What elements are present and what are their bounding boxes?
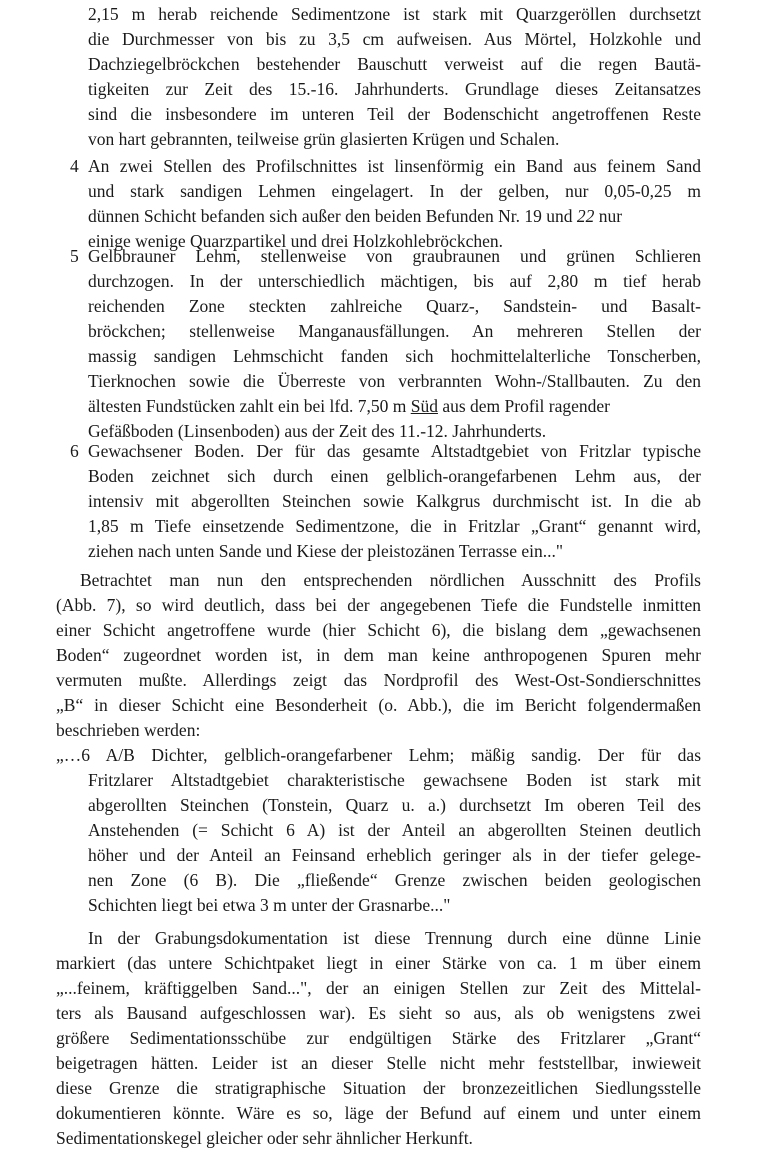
text-line: 1,85 m Tiefe einsetzende Sedimentzone, die in Fritzlar „Grant“ genannt wird, <box>88 516 701 536</box>
text-line: einige wenige Quarzpartikel und drei Holzkohlebröckchen. <box>88 231 503 251</box>
text-line-mixed <box>88 206 701 227</box>
text-line: Anstehenden (= Schicht 6 A) ist der Anteil an abgerollten Steinen deutlich <box>88 820 701 840</box>
text-line: Schichten liegt bei etwa 3 m unter der Grasnarbe..." <box>88 895 451 915</box>
text-line: die Durchmesser von bis zu 3,5 cm aufweisen. Aus Mörtel, Holzkohle und <box>88 29 701 49</box>
text-line: markiert (das untere Schichtpaket liegt in einer Stärke von ca. 1 m über einem <box>56 953 701 973</box>
text-line: sind die insbesondere im unteren Teil der Bodenschicht angetroffenen Reste <box>88 104 701 124</box>
text-line: An zwei Stellen des Profilschnittes ist linsenförmig ein Band aus feinem Sand <box>88 156 701 176</box>
text-line: vermuten mußte. Allerdings zeigt das Nordprofil des West-Ost-Sondierschnittes <box>56 670 701 690</box>
text-line: von hart gebrannten, teilweise grün glasierten Krügen und Schalen. <box>88 129 560 149</box>
text-line: beigetragen hätten. Leider ist an dieser Stelle nicht mehr feststellbar, inwieweit <box>56 1053 701 1073</box>
text-line: Betrachtet man nun den entsprechenden nördlichen Ausschnitt des Profils <box>80 570 701 590</box>
text-segment: dünnen Schicht befanden sich außer den beiden Befunden Nr. 19 und 22 nur <box>88 206 623 226</box>
text-line: Dachziegelbröckchen bestehender Bauschutt verweist auf die regen Bautä- <box>88 54 701 74</box>
text-line: ziehen nach unten Sande und Kiese der pleistozänen Terrasse ein..." <box>88 541 564 561</box>
text-line: „…6 A/B Dichter, gelblich-orangefarbener Lehm; mäßig sandig. Der für das <box>56 745 701 765</box>
text-line: Boden“ zugeordnet worden ist, in dem man keine anthropogenen Spuren mehr <box>56 645 701 665</box>
text-line: abgerollten Steinchen (Tonstein, Quarz u. a.) durchsetzt Im oberen Teil des <box>88 795 701 815</box>
text-line: intensiv mit abgerollten Steinchen sowie Kalkgrus durchmischt ist. In die ab <box>88 491 701 511</box>
text-line: beschrieben werden: <box>56 720 201 740</box>
item-number: 6 <box>70 441 79 461</box>
text-line: Boden zeichnet sich durch einen gelblich-orangefarbenen Lehm aus, der <box>88 466 701 486</box>
text-line: nen Zone (6 B). Die „fließende“ Grenze zwischen beiden geologischen <box>88 870 701 890</box>
text-line: durchzogen. In der unterschiedlich mächtigen, bis auf 2,80 m tief herab <box>88 271 701 291</box>
text-line: Fritzlarer Altstadtgebiet charakteristische gewachsene Boden ist stark mit <box>88 770 701 790</box>
text-line: reichenden Zone steckten zahlreiche Quarz-, Sandstein- und Basalt- <box>88 296 701 316</box>
text-line: bröckchen; stellenweise Manganausfällungen. An mehreren Stellen der <box>88 321 701 341</box>
italic-reference: 22 <box>576 206 595 226</box>
text-line: und stark sandigen Lehmen eingelagert. In der gelben, nur 0,05-0,25 m <box>88 181 701 201</box>
text-line: massig sandigen Lehmschicht fanden sich hochmittelalterliche Tonscherben, <box>88 346 701 366</box>
text-line: ters als Bausand aufgeschlossen war). Es sieht so aus, als ob wenigstens zwei <box>56 1003 701 1023</box>
text-line: Gewachsener Boden. Der für das gesamte Altstadtgebiet von Fritzlar typische <box>88 441 701 461</box>
text-line: dokumentieren könnte. Wäre es so, läge der Befund auf einem und unter einem <box>56 1103 701 1123</box>
text-line: höher und der Anteil an Feinsand erheblich geringer als in der tiefer gelege- <box>88 845 701 865</box>
text-segment: ältesten Fundstücken zahlt ein bei lfd. 7,50 m Süd aus dem Profil ragender <box>88 396 610 416</box>
text-line: Tierknochen sowie die Überreste von verbrannten Wohn-/Stallbauten. Zu den <box>88 371 701 391</box>
text-line: 2,15 m herab reichende Sedimentzone ist stark mit Quarzgeröllen durchsetzt <box>88 4 701 24</box>
text-line: Gelbbrauner Lehm, stellenweise von graubraunen und grünen Schlieren <box>88 246 701 266</box>
text-line: Gefäßboden (Linsenboden) aus der Zeit des 11.-12. Jahrhunderts. <box>88 421 547 441</box>
underlined-word: Süd <box>410 396 438 416</box>
text-line: (Abb. 7), so wird deutlich, dass bei der angegebenen Tiefe die Fundstelle inmitten <box>56 595 701 615</box>
text-line: Sedimentationskegel gleicher oder sehr ähnlicher Herkunft. <box>56 1128 473 1148</box>
text-line: größere Sedimentationsschübe zur endgültigen Stärke des Fritzlarer „Grant“ <box>56 1028 701 1048</box>
text-line: einer Schicht angetroffene wurde (hier Schicht 6), die bislang dem „gewachsenen <box>56 620 701 640</box>
text-line-mixed <box>88 396 701 417</box>
text-line: „B“ in dieser Schicht eine Besonderheit (o. Abb.), die im Bericht folgendermaßen <box>56 695 701 715</box>
text-line: „...feinem, kräftiggelben Sand...", der an einigen Stellen zur Zeit des Mittelal- <box>56 978 701 998</box>
text-line: diese Grenze die stratigraphische Situation der bronzezeitlichen Siedlungsstelle <box>56 1078 701 1098</box>
item-number: 5 <box>70 246 79 266</box>
text-line: In der Grabungsdokumentation ist diese Trennung durch eine dünne Linie <box>88 928 701 948</box>
text-line: tigkeiten zur Zeit des 15.-16. Jahrhunderts. Grundlage dieses Zeitansatzes <box>88 79 701 99</box>
item-number: 4 <box>70 156 79 176</box>
